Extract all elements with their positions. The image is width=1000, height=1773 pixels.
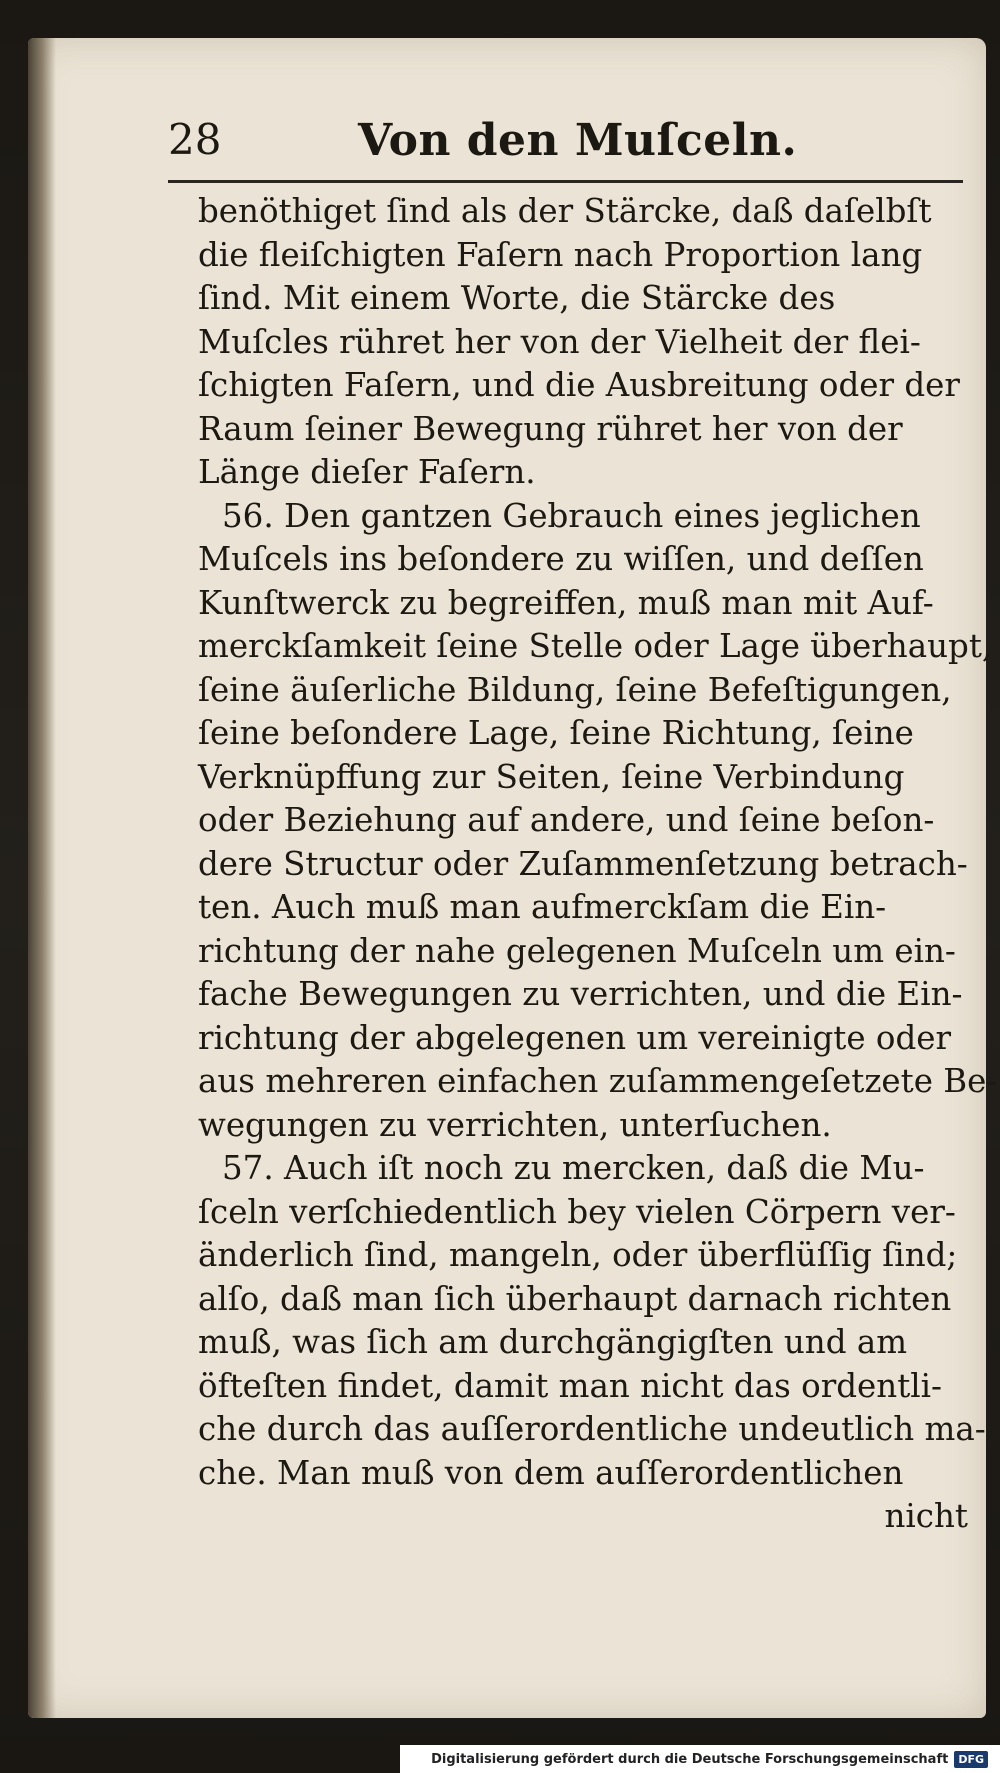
text-line: ſchigten Faſern, und die Ausbreitung oder der [198, 366, 960, 404]
text-line: Länge dieſer Faſern. [198, 453, 536, 491]
digitization-credit [400, 1745, 1000, 1773]
text-line: wegungen zu verrichten, unterſuchen. [198, 1105, 832, 1144]
text-line: richtung der abgelegenen um vereinigte oder [198, 1018, 952, 1057]
text-line: Raum ſeiner Bewegung rühret her von der [198, 409, 903, 448]
text-line: che durch das auſſerordentliche undeutlich ma- [198, 1410, 986, 1448]
text-line: oder Beziehung auf andere, und ſeine beſon- [198, 801, 935, 839]
page-number: 28 [168, 115, 222, 164]
text-line: ſind. Mit einem Worte, die Stärcke des [198, 279, 836, 317]
text-line: Verknüpffung zur Seiten, ſeine Verbindung [198, 757, 905, 796]
running-head: Von den Muſceln. [358, 115, 798, 166]
credit-text: Digitalisierung gefördert durch die Deutsche Forschungsgemeinschaft [431, 1751, 949, 1767]
text-line: Muſcels ins beſondere zu wiſſen, und deſſen [198, 540, 924, 578]
catchword: nicht [884, 1497, 968, 1535]
body-text [198, 190, 998, 1539]
text-line: aus mehreren einfachen zuſammengeſetzete Be- [198, 1062, 998, 1100]
header-rule [168, 180, 963, 183]
text-line: ſeine äuſerliche Bildung, ſeine Befeſtigungen, [198, 670, 952, 709]
text-line: dere Structur oder Zuſammenſetzung betrach- [198, 844, 968, 883]
text-line: merckſamkeit ſeine Stelle oder Lage überhaupt, [198, 627, 993, 665]
text-line: che. Man muß von dem auſſerordentlichen [198, 1453, 904, 1492]
text-line: Kunſtwerck zu begreiffen, muß man mit Auf- [198, 583, 934, 622]
text-line: alſo, daß man ſich überhaupt darnach richten [198, 1279, 952, 1318]
text-line: 57. Auch iſt noch zu mercken, daß die Mu- [222, 1149, 925, 1187]
text-line: ten. Auch muß man aufmerckſam die Ein- [198, 888, 887, 926]
text-line: Muſcles rühret her von der Vielheit der flei- [198, 322, 921, 361]
dfg-logo-icon: DFG [954, 1751, 988, 1768]
text-line: benöthiget ſind als der Stärcke, daß daſelbſt [198, 192, 932, 230]
text-line: änderlich ſind, mangeln, oder überflüſſig ſind; [198, 1236, 958, 1274]
text-line: 56. Den gantzen Gebrauch eines jeglichen [222, 496, 921, 535]
text-line: muß, was ſich am durchgängigſten und am [198, 1323, 908, 1361]
text-line: öfteſten findet, damit man nicht das ordentli- [198, 1366, 943, 1405]
text-line: ſceln verſchiedentlich bey vielen Cörpern ver- [198, 1192, 956, 1231]
text-line: ſeine beſondere Lage, ſeine Richtung, ſeine [198, 714, 914, 752]
text-line: richtung der nahe gelegenen Muſceln um ein- [198, 931, 956, 970]
text-line: fache Bewegungen zu verrichten, und die Ein- [198, 975, 963, 1013]
page-header [168, 115, 968, 175]
text-line: die fleiſchigten Faſern nach Proportion lang [198, 235, 923, 274]
page-gutter-shadow [28, 38, 56, 1718]
